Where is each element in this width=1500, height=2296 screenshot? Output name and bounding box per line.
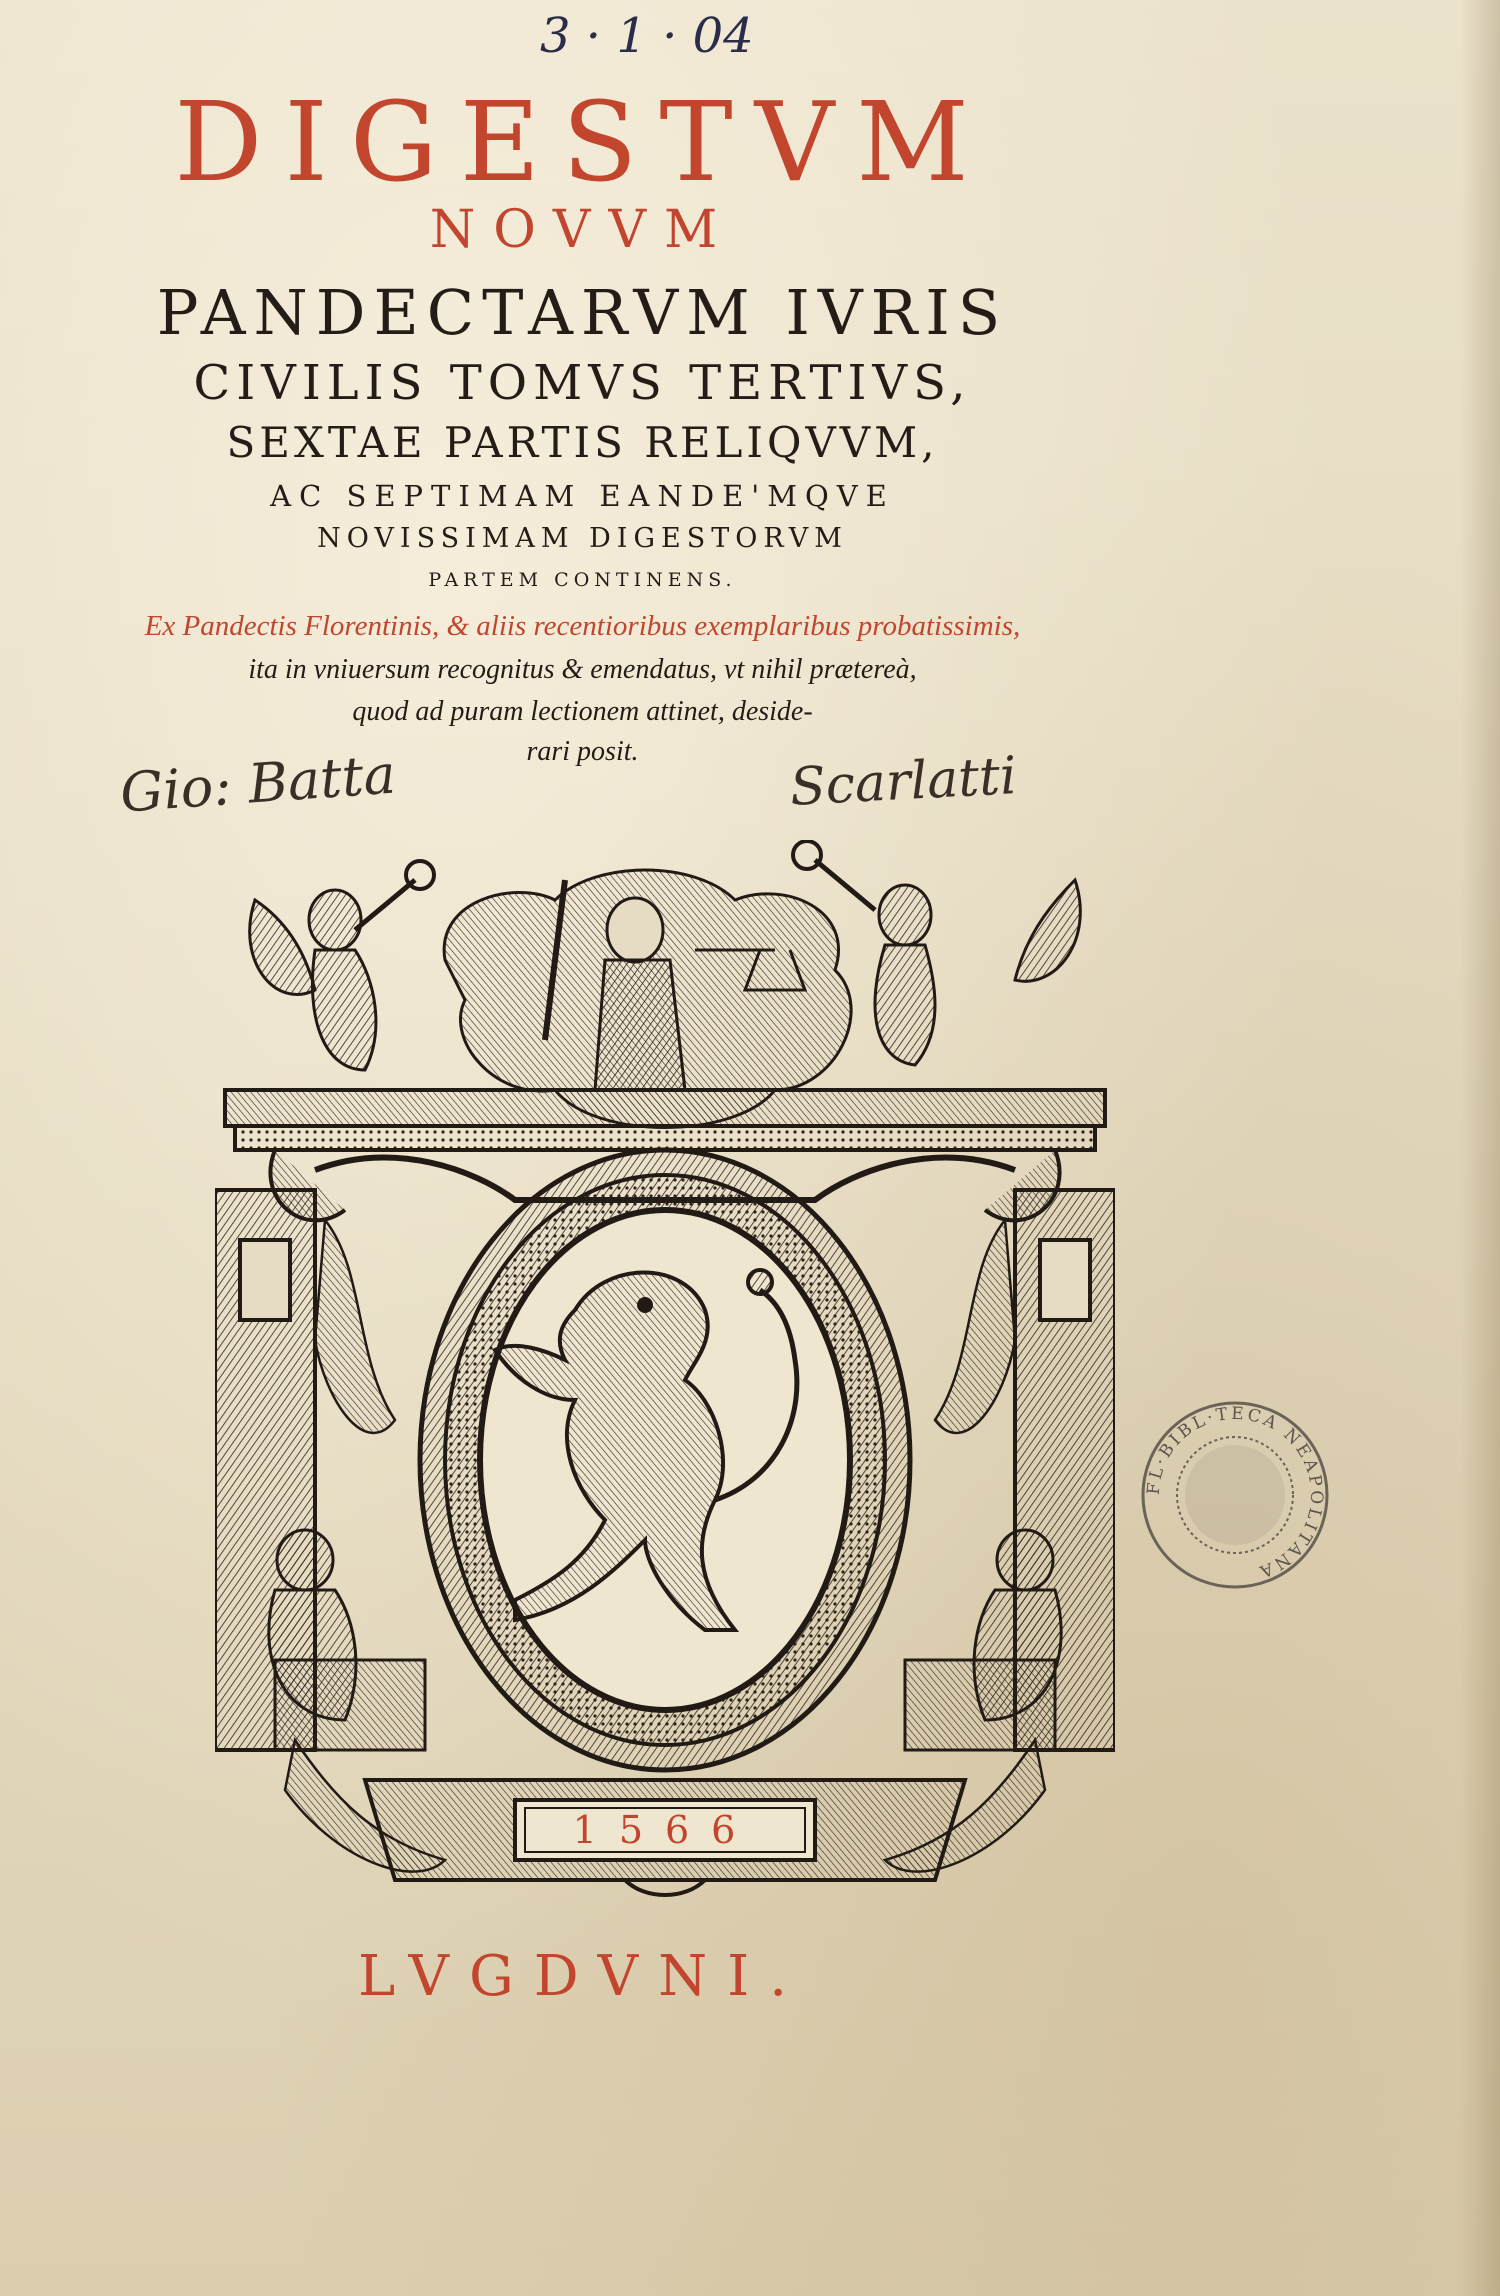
title-line-civilis: CIVILIS TOMVS TERTIVS, — [193, 355, 972, 411]
handwritten-shelfmark: 3 · 1 · 04 — [540, 8, 754, 64]
printers-device-woodcut — [215, 840, 1115, 1920]
imprint-place: LVGDVNI. — [358, 1944, 807, 2009]
cherub-right — [905, 1530, 1061, 1750]
title-line-partem: PARTEM CONTINENS. — [428, 569, 737, 591]
handwritten-name-left: Gio: Batta — [118, 742, 398, 825]
handwritten-name-right: Scarlatti — [788, 746, 1019, 818]
woodcut-year: 1566 — [572, 1808, 758, 1852]
title-line-septimam: AC SEPTIMAM EANDE'MQVE — [270, 479, 895, 513]
title-line-pandectarum: PANDECTARVM IVRIS — [156, 276, 1009, 349]
subtitle-line-1: Ex Pandectis Florentinis, & aliis recentioribus exemplaribus probatissimis, — [144, 610, 1021, 642]
subtitle-line-3: quod ad puram lectionem attinet, deside- — [352, 696, 813, 727]
title-line-sextae: SEXTAE PARTIS RELIQVVM, — [226, 418, 939, 467]
subtitle-line-2: ita in vniuersum recognitus & emendatus, vt nihil prætereà, — [248, 654, 917, 685]
subtitle-line-4: rari posit. — [526, 736, 639, 767]
page-edge-shadow — [1460, 0, 1500, 2296]
title-line-digestum: DIGESTVM — [174, 78, 991, 206]
stamp-text: FL·BIBL·TECA NEAPOLITANA — [1143, 1403, 1327, 1583]
title-line-novissimam: NOVISSIMAM DIGESTORVM — [317, 523, 848, 554]
title-line-novum: NOVVM — [429, 200, 736, 260]
cherub-left — [269, 1530, 425, 1750]
library-stamp — [1135, 1395, 1335, 1595]
winged-figure-left — [250, 861, 434, 1070]
